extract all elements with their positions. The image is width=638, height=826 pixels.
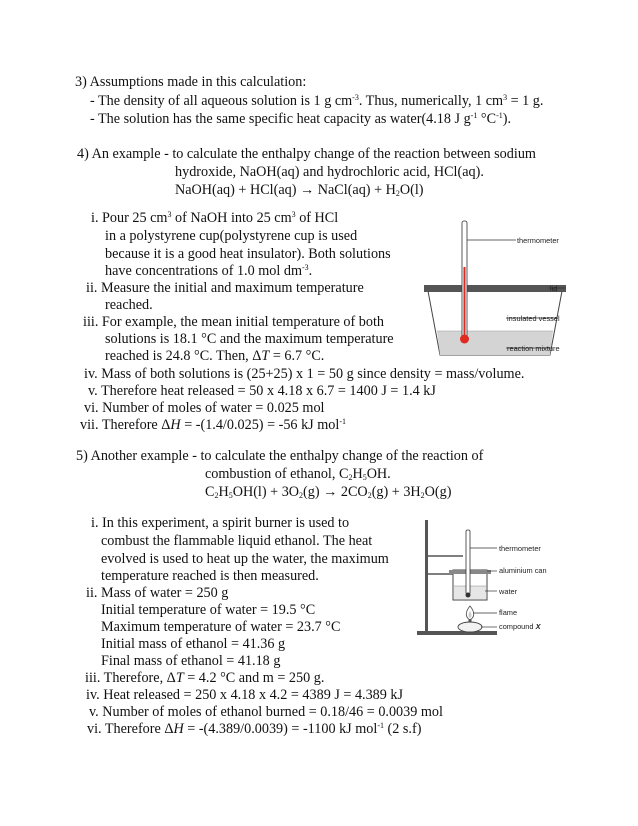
sec4-step-vi: vi. Number of moles of water = 0.025 mol (84, 400, 325, 416)
sec5-step-i-line3: evolved is used to heat up the water, the maximum (101, 551, 389, 567)
spirit-burner (458, 622, 482, 632)
sec5-step-vi: vi. Therefore ΔH = -(4.389/0.0039) = -1100 kJ mol$^{-1}$ (2 s.f) (87, 721, 422, 737)
sec4-step-ii-line1: ii. Measure the initial and maximum temperature (86, 280, 364, 296)
retort-stand-base (417, 631, 497, 635)
sec5-step-v: v. Number of moles of ethanol burned = 0.18/46 = 0.0039 mol (89, 704, 443, 720)
sec5-step-ii-line5: Final mass of ethanol = 41.18 g (101, 653, 281, 669)
sec5-step-i-line1: i. In this experiment, a spirit burner is used to (91, 515, 350, 531)
label-thermometer-2: thermometer (499, 544, 541, 553)
label-water: water (499, 587, 518, 596)
sec5-step-ii-line2: Initial temperature of water = 19.5 °C (101, 602, 316, 618)
sec4-step-vii: vii. Therefore ΔH = -(1.4/0.025) = -56 kJ mol$^{-1}$ (80, 417, 346, 433)
sec4-step-iii-line3: reached is 24.8 °C. Then, ΔT = 6.7 °C. (105, 348, 325, 364)
label-compound-x: compound X (499, 622, 541, 631)
sec3-heading: 3) Assumptions made in this calculation: (75, 74, 307, 90)
sec5-heading-line2: combustion of ethanol, $C_2H_5OH$. (205, 466, 391, 482)
sec5-step-i-line4: temperature reached is then measured. (101, 568, 319, 584)
sec4-step-i-line3: because it is a good heat insulator). Both solutions (105, 246, 391, 262)
sec5-step-ii-line3: Maximum temperature of water = 23.7 °C (101, 619, 341, 635)
sec3-bullet-density: - The density of all aqueous solution is 1 g $cm^{-3}$. Thus, numerically, 1 $cm^3 = 1$ g. (90, 93, 544, 109)
label-lid: lid (550, 284, 558, 293)
label-reaction-mixture: reaction mixture (507, 344, 560, 353)
retort-stand-rod (425, 520, 428, 632)
sec5-step-i-line2: combust the flammable liquid ethanol. The heat (101, 533, 373, 549)
label-aluminium-can: aluminium can (499, 566, 547, 575)
sec4-step-ii-line2: reached. (105, 297, 153, 313)
sec3-bullet-heat-capacity: - The solution has the same specific heat capacity as water(4.18 J $g^{-1}$ $^\circ C^{-1}$). (90, 111, 512, 127)
sec4-step-i-line4: have concentrations of 1.0 mol $dm^{-3}$. (105, 263, 313, 279)
sec4-step-iii-line1: iii. For example, the mean initial temperature of both (83, 314, 384, 330)
sec4-heading-line2: hydroxide, NaOH(aq) and hydrochloric acid, HCl(aq). (175, 164, 484, 180)
sec5-equation: $C_2H_5OH(l) + 3O_2(g) \to 2CO_2(g) + 3H_2O(g)$ (205, 484, 452, 500)
sec5-step-iv: iv. Heat released = 250 x 4.18 x 4.2 = 4389 J = 4.389 kJ (86, 687, 404, 703)
sec4-step-i-line2: in a polystyrene cup(polystyrene cup is used (105, 228, 358, 244)
lid (424, 285, 566, 292)
thermometer-icon (466, 530, 470, 594)
label-flame: flame (499, 608, 518, 617)
sec5-step-iii: iii. Therefore, ΔT = 4.2 °C and m = 250 g. (85, 670, 325, 686)
sec5-step-ii-line1: ii. Mass of water = 250 g (86, 585, 229, 601)
sec4-step-i-line1: i. Pour 25 $cm^3$ of NaOH into 25 $cm^3$ of HCl (91, 210, 339, 226)
sec4-heading: 4) An example - to calculate the enthalpy change of the reaction between sodium (77, 146, 536, 162)
sec4-step-iv: iv. Mass of both solutions is (25+25) x 1 = 50 g since density = mass/volume. (84, 366, 525, 382)
label-thermometer: thermometer (517, 236, 559, 245)
sec4-step-iii-line2: solutions is 18.1 °C and the maximum temperature (105, 331, 394, 347)
sec5-heading: 5) Another example - to calculate the enthalpy change of the reaction of (76, 448, 484, 464)
sec5-step-ii-line4: Initial mass of ethanol = 41.36 g (101, 636, 286, 652)
sec4-step-v: v. Therefore heat released = 50 x 4.18 x 6.7 = 1400 J = 1.4 kJ (88, 383, 436, 399)
label-insulated-vessel: insulated vessel (507, 314, 560, 323)
sec4-equation: NaOH(aq) + HCl(aq) → NaCl(aq) + $H_2O(l)$ (175, 182, 424, 198)
spirit-burner-diagram (415, 518, 565, 638)
